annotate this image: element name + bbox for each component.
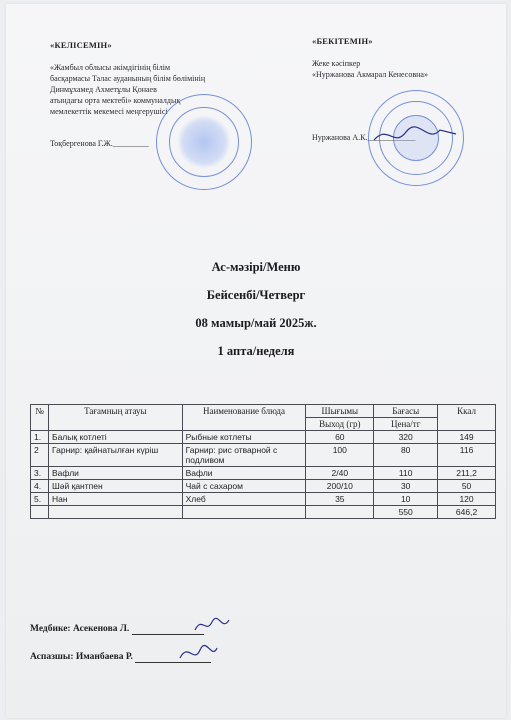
signature-right [370,120,460,150]
cell-num: 5. [31,493,49,506]
left-signatory: Тоқбергенова Г.Ж._________ [50,139,149,148]
cell-ru: Рыбные котлеты [182,431,306,444]
total-price: 550 [374,506,438,519]
cell-ru: Чай с сахаром [182,480,306,493]
header-price-ru: Цена/тг [374,418,438,431]
cell-ru: Хлеб [182,493,306,506]
header-kcal: Ккал [438,405,496,431]
week-title: 1 апта/неделя [217,344,295,358]
cell-ru: Гарнир: рис отварной с подливом [182,444,306,467]
total-kcal: 646,2 [438,506,496,519]
left-line: Динмұхамед Ахметұлы Қонаев [50,85,157,94]
table-row [31,493,496,506]
day-title: Бейсенбі/Четверг [206,288,306,302]
approval-left-title: «КЕЛІСЕМІН» [50,40,112,50]
menu-title: Ас-мәзірі/Меню [211,260,301,274]
cell-price: 320 [374,431,438,444]
cell-empty [182,506,306,519]
header-name-ru: Наименование блюда [182,405,306,431]
left-line: мемлекеттік мекемесі меңгерушісі [50,107,168,116]
cell-kz: Балық котлеті [48,431,182,444]
round-stamp-left [156,94,252,190]
header-num: № [31,405,49,431]
approval-left-text [50,62,280,117]
cell-empty [31,506,49,519]
document-page [6,4,506,718]
table-row [31,431,496,444]
cook-label: Аспазшы: Иманбаева Р. [30,652,133,662]
cell-kz: Нан [48,493,182,506]
totals-row [31,506,496,519]
cell-price: 80 [374,444,438,467]
right-line: Жеке кәсіпкер [312,59,361,68]
approval-right-title: «БЕКІТЕМІН» [312,36,373,46]
cell-kz: Гарнир: қайнатылған күріш [48,444,182,467]
cell-num: 4. [31,480,49,493]
cell-yield: 100 [306,444,374,467]
right-signatory: Нуржанова А.К.____________ [312,133,416,142]
right-line: «Нуржанова Акмарал Кенесовна» [312,70,428,79]
cell-kcal: 211,2 [438,467,496,480]
cell-num: 1. [31,431,49,444]
cell-yield: 35 [306,493,374,506]
cell-kcal: 50 [438,480,496,493]
left-line: «Жамбыл облысы әкімдігінің білім [50,63,171,72]
cell-price: 110 [374,467,438,480]
cell-yield: 2/40 [306,467,374,480]
cell-price: 30 [374,480,438,493]
cell-price: 10 [374,493,438,506]
cell-num: 3. [31,467,49,480]
header-name-kz: Тағамның атауы [48,405,182,431]
header-yield-ru: Выход (гр) [306,418,374,431]
left-line: басқармасы Талас ауданының білім бөлімінің [50,74,206,83]
table-row [31,444,496,467]
cell-yield: 200/10 [306,480,374,493]
cell-num: 2 [31,444,49,467]
nurse-signature-line [30,624,204,635]
cell-empty [306,506,374,519]
header-price-kz: Бағасы [374,405,438,418]
cell-kcal: 116 [438,444,496,467]
cell-kz: Вафли [48,467,182,480]
cell-ru: Вафли [182,467,306,480]
cell-empty [48,506,182,519]
date-title: 08 мамыр/май 2025ж. [195,316,317,330]
approval-right-text [312,58,492,80]
cell-yield: 60 [306,431,374,444]
menu-table [30,404,496,519]
nurse-label: Медбике: Асекенова Л. [30,624,130,634]
table-header-row [31,405,496,418]
signature-nurse [192,614,232,636]
left-line: атындағы орта мектебі» коммуналдық [50,96,181,105]
cell-kz: Шәй қантпен [48,480,182,493]
table-row [31,467,496,480]
signature-cook [176,640,220,666]
cell-kcal: 149 [438,431,496,444]
cell-kcal: 120 [438,493,496,506]
header-yield-kz: Шығымы [306,405,374,418]
table-row [31,480,496,493]
